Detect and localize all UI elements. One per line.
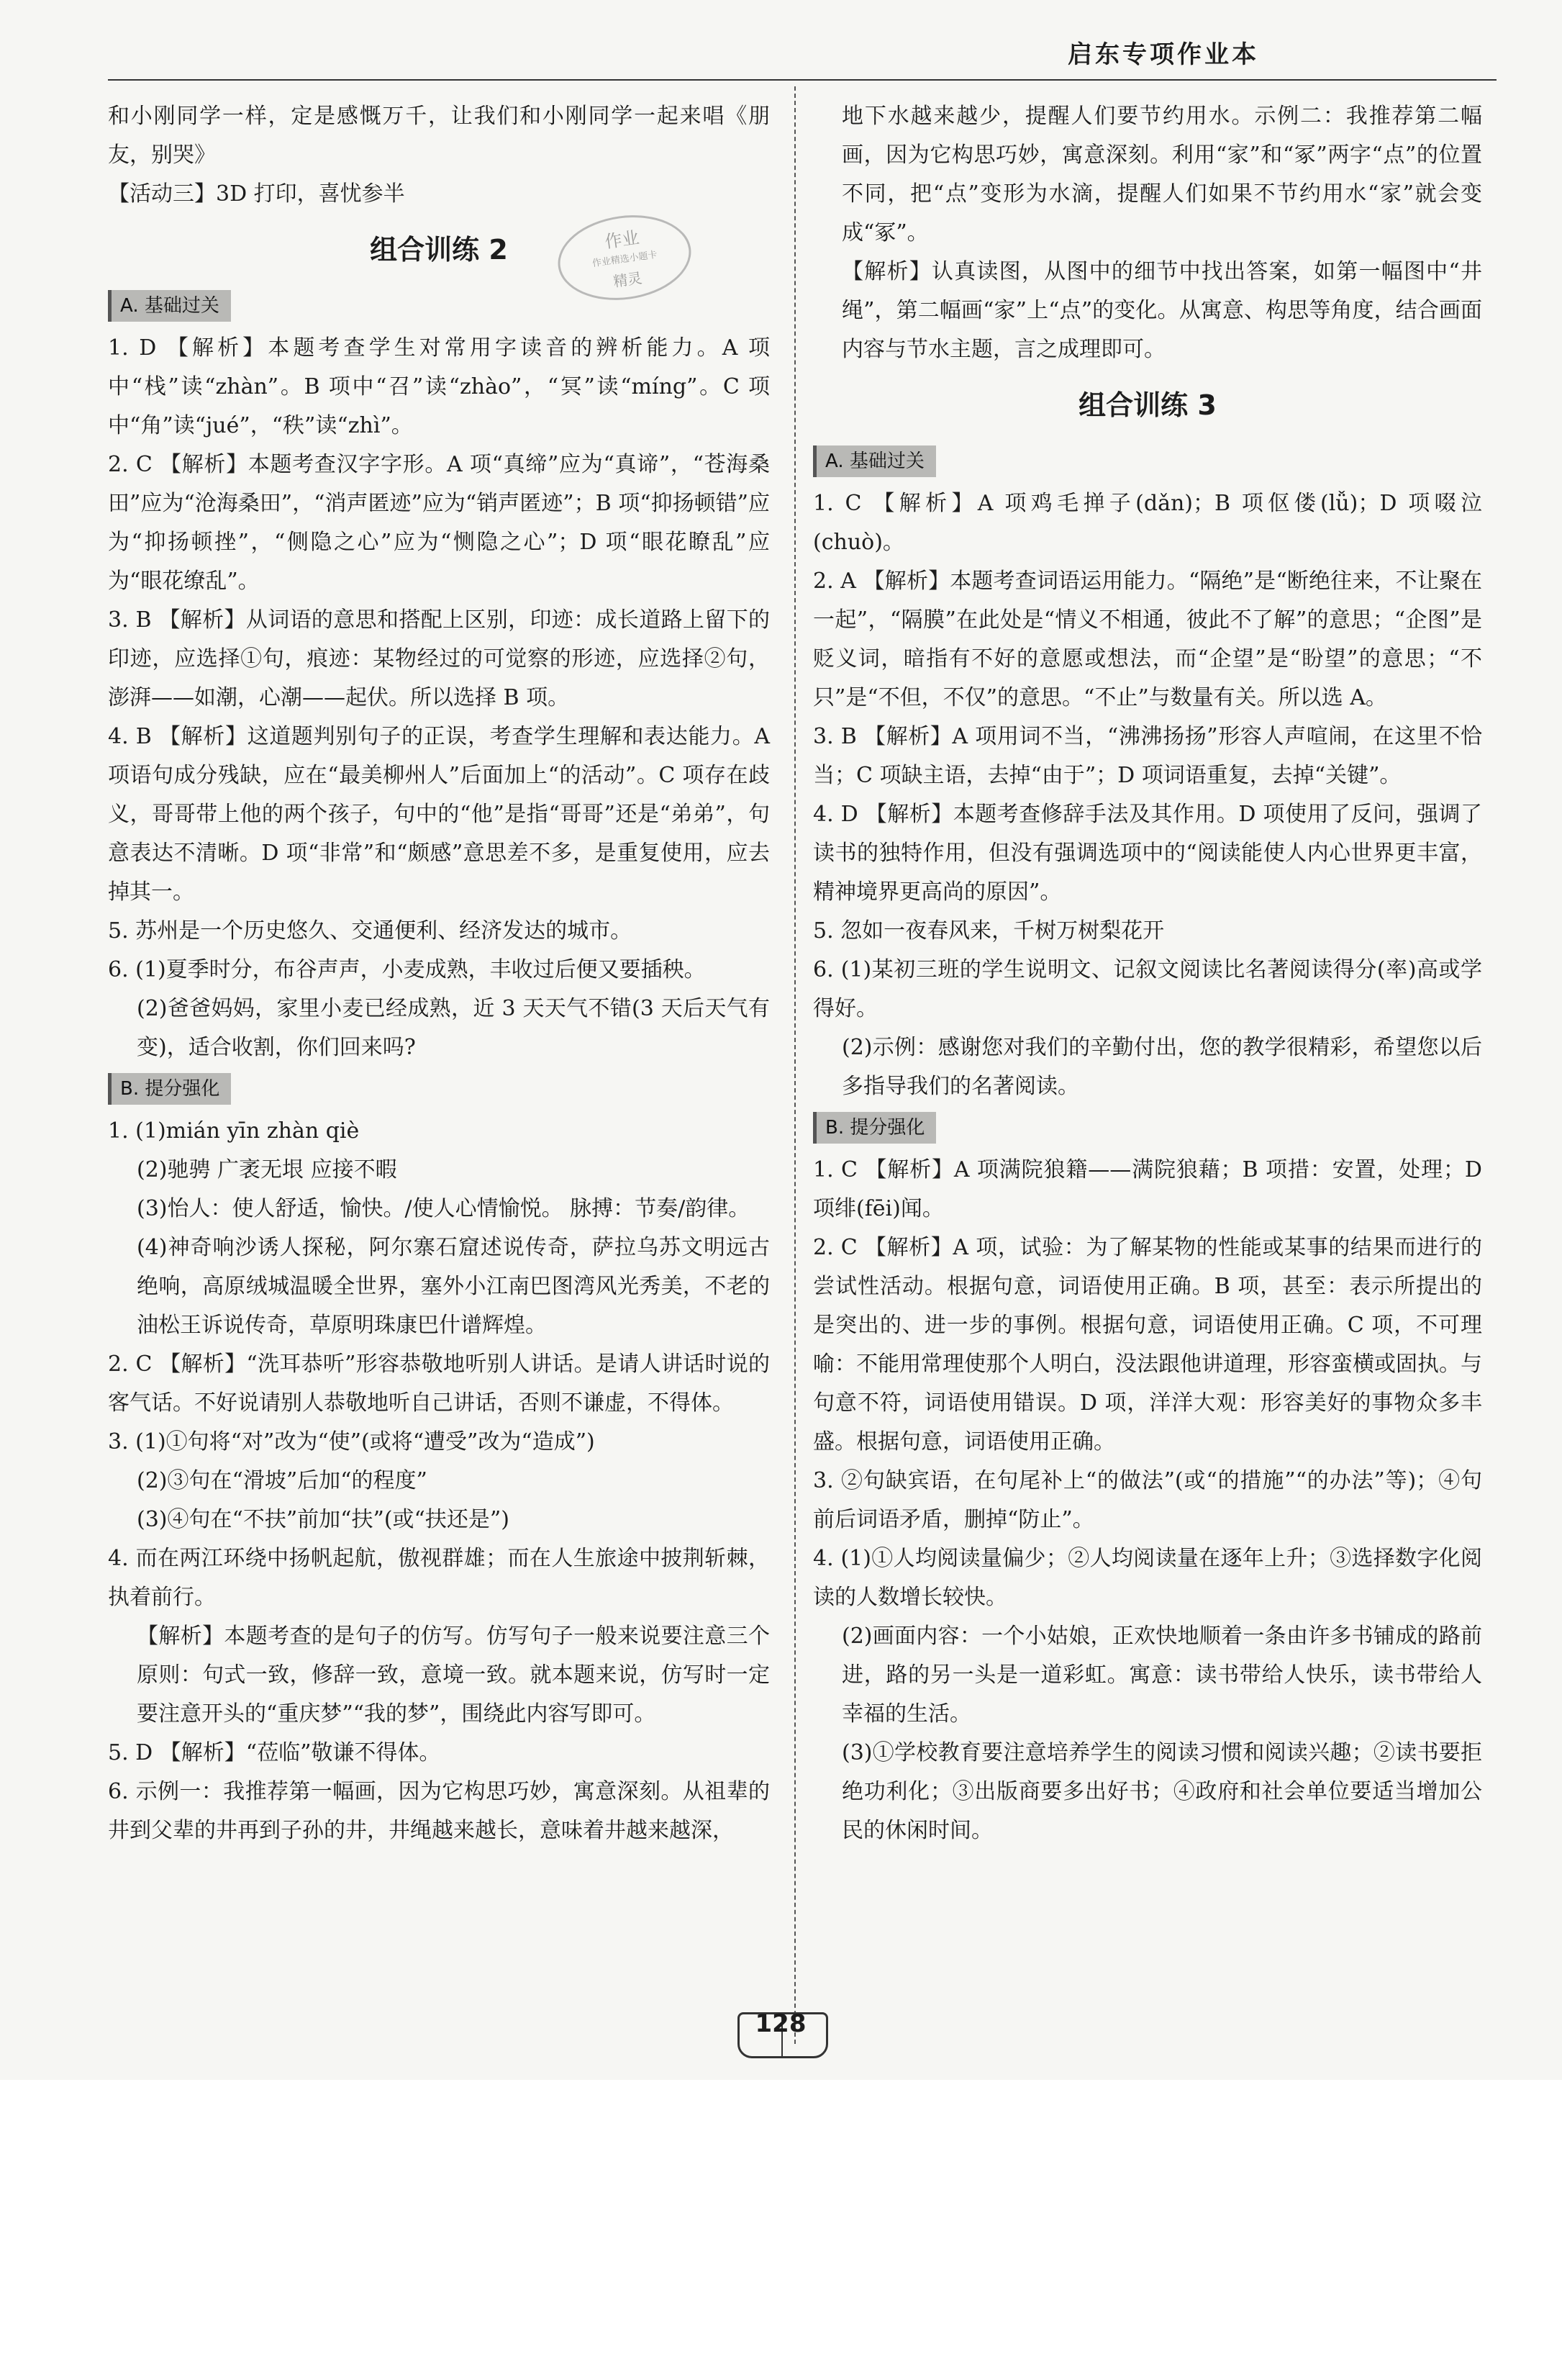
answer-item: (2)③句在“滑坡”后加“的程度”: [137, 1468, 427, 1493]
answer-item: 1. C 【解析】A 项鸡毛掸子(dǎn)；B 项伛偻(lǚ)；D 项啜泣(chuò)。: [813, 491, 1482, 555]
answer-item: 1. (1)mián yīn zhàn qiè: [108, 1118, 360, 1144]
paragraph: 【解析】认真读图，从图中的细节中找出答案，如第一幅图中“井绳”，第二幅画“家”上“点”的变化。从寓意、构思等角度，结合画面内容与节水主题，言之成理即可。: [842, 259, 1482, 362]
answer-item: 5. 苏州是一个历史悠久、交通便利、经济发达的城市。: [108, 918, 632, 944]
section-tag: A. 基础过关: [108, 290, 231, 322]
answer-item: 3. B 【解析】A 项用词不当，“沸沸扬扬”形容人声喧闹，在这里不恰当；C 项缺主语，去掉“由于”；D 项词语重复，去掉“关键”。: [813, 724, 1482, 788]
section-tag: B. 提分强化: [108, 1073, 231, 1105]
answer-item: 2. C 【解析】“洗耳恭听”形容恭敬地听别人讲话。是请人讲话时说的客气话。不好说请别人恭敬地听自己讲话，否则不谦虚，不得体。: [108, 1352, 770, 1416]
answer-item: 3. ②句缺宾语，在句尾补上“的做法”(或“的措施”“的办法”等)；④句前后词语矛盾，删掉“防止”。: [813, 1468, 1482, 1532]
stamp-text-3: 精灵: [612, 269, 643, 291]
answer-item: (4)神奇响沙诱人探秘，阿尔寨石窟述说传奇，萨拉乌苏文明远古绝响，高原绒城温暖全世界，塞外小江南巴图湾风光秀美，不老的油松王诉说传奇，草原明珠康巴什谱辉煌。: [137, 1235, 770, 1338]
stamp-text-2: 作业精选小题卡: [591, 249, 658, 270]
right-column: [813, 97, 1482, 1850]
answer-item: 5. D 【解析】“莅临”敬谦不得体。: [108, 1740, 441, 1765]
answer-item: (2)爸爸妈妈，家里小麦已经成熟，近 3 天天气不错(3 天后天气有变)，适合收割，你们回来吗?: [137, 996, 770, 1060]
answer-item: 4. (1)①人均阅读量偏少；②人均阅读量在逐年上升；③选择数字化阅读的人数增长较快。: [813, 1546, 1482, 1610]
answer-item: (3)怡人：使人舒适，愉快。/使人心情愉悦。 脉搏：节奏/韵律。: [137, 1196, 750, 1221]
answer-item: 5. 忽如一夜春风来，千树万树梨花开: [813, 918, 1165, 944]
answer-item: 2. C 【解析】A 项，试验：为了解某物的性能或某事的结果而进行的尝试性活动。根据句意，词语使用正确。B 项，甚至：表示所提出的是突出的、进一步的事例。根据句意，词语使用正确。C 项，不可理喻：不能用常理使那个人明白，没法跟他讲道理，形容蛮横或固执。与句意不符，词语使用错误。D 项，洋洋大观：形容美好的事物众多丰盛。根据句意，词语使用正确。: [813, 1235, 1482, 1454]
answer-item: 2. C 【解析】本题考查汉字字形。A 项“真缔”应为“真谛”，“苍海桑田”应为“沧海桑田”，“消声匿迹”应为“销声匿迹”；B 项“抑扬顿错”应为“抑扬顿挫”，“侧隐之心”应为“恻隐之心”；D 项“眼花瞭乱”应为“眼花缭乱”。: [108, 452, 770, 594]
answer-item: (2)示例：感谢您对我们的辛勤付出，您的教学很精彩，希望您以后多指导我们的名著阅读。: [842, 1035, 1482, 1099]
section-title: 组合训练 2: [370, 234, 508, 266]
answer-item: 2. A 【解析】本题考查词语运用能力。“隔绝”是“断绝往来，不让聚在一起”，“隔膜”在此处是“情义不相通，彼此不了解”的意思；“企图”是贬义词，暗指有不好的意愿或想法，而“企望”是“盼望”的意思；“不只”是“不但，不仅”的意思。“不止”与数量有关。所以选 A。: [813, 569, 1482, 710]
answer-item: (2)画面内容：一个小姑娘，正欢快地顺着一条由许多书铺成的路前进，路的另一头是一道彩虹。寓意：读书带给人快乐，读书带给人幸福的生活。: [842, 1624, 1482, 1727]
section-tag: B. 提分强化: [813, 1112, 936, 1144]
answer-item: 3. B 【解析】从词语的意思和搭配上区别，印迹：成长道路上留下的印迹，应选择①句，痕迹：某物经过的可觉察的形迹，应选择②句，澎湃——如潮，心潮——起伏。所以选择 B 项。: [108, 607, 770, 710]
section-tag: A. 基础过关: [813, 445, 936, 477]
answer-item: 【解析】本题考查的是句子的仿写。仿写句子一般来说要注意三个原则：句式一致，修辞一致，意境一致。就本题来说，仿写时一定要注意开头的“重庆梦”“我的梦”，围绕此内容写即可。: [137, 1624, 770, 1727]
answer-item: (3)④句在“不扶”前加“扶”(或“扶还是”): [137, 1507, 509, 1532]
answer-item: 3. (1)①句将“对”改为“使”(或将“遭受”改为“造成”): [108, 1429, 595, 1454]
answer-item: 4. B 【解析】这道题判别句子的正误，考查学生理解和表达能力。A 项语句成分残缺，应在“最美柳州人”后面加上“的活动”。C 项存在歧义，哥哥带上他的两个孩子，句中的“他”是指“哥哥”还是“弟弟”，句意表达不清晰。D 项“非常”和“颇感”意思差不多，是重复使用，应去掉其一。: [108, 724, 770, 905]
paragraph: 和小刚同学一样，定是感慨万千，让我们和小刚同学一起来唱《朋友，别哭》: [108, 104, 770, 168]
page-number: 128: [755, 2009, 807, 2038]
answer-item: 6. (1)某初三班的学生说明文、记叙文阅读比名著阅读得分(率)高或学得好。: [813, 957, 1482, 1021]
column-divider: [794, 86, 796, 2044]
answer-item: 1. D 【解析】本题考查学生对常用字读音的辨析能力。A 项中“栈”读“zhàn”。B 项中“召”读“zhào”，“冥”读“míng”。C 项中“角”读“jué”，“秩”读“zhì”。: [108, 335, 770, 438]
answer-item: 4. D 【解析】本题考查修辞手法及其作用。D 项使用了反问，强调了读书的独特作用，但没有强调选项中的“阅读能使人内心世界更丰富，精神境界更高尚的原因”。: [813, 802, 1482, 905]
answer-item: (3)①学校教育要注意培养学生的阅读习惯和阅读兴趣；②读书要拒绝功利化；③出版商要多出好书；④政府和社会单位要适当增加公民的休闲时间。: [842, 1740, 1482, 1843]
answer-item: 6. (1)夏季时分，布谷声声，小麦成熟，丰收过后便又要插秧。: [108, 957, 706, 982]
header-title: 启东专项作业本: [1068, 40, 1259, 69]
section-title: 组合训练 3: [1079, 389, 1217, 421]
paragraph: 【活动三】3D 打印，喜忧参半: [108, 181, 405, 207]
paragraph: 地下水越来越少，提醒人们要节约用水。示例二：我推荐第二幅画，因为它构思巧妙，寓意深刻。利用“家”和“冢”两字“点”的位置不同，把“点”变形为水滴，提醒人们如果不节约用水“家”就会变成“冢”。: [842, 104, 1482, 245]
answer-item: (2)驰骋 广袤无垠 应接不暇: [137, 1157, 397, 1182]
answer-item: 4. 而在两江环绕中扬帆起航，傲视群雄；而在人生旅途中披荆斩棘，执着前行。: [108, 1546, 770, 1610]
page-footer: [730, 2008, 831, 2058]
answer-item: 6. 示例一：我推荐第一幅画，因为它构思巧妙，寓意深刻。从祖辈的井到父辈的井再到子孙的井，井绳越来越长，意味着井越来越深，: [108, 1779, 770, 1843]
page-header: [108, 22, 1497, 81]
stamp-text-1: 作业: [603, 227, 641, 253]
answer-item: 1. C 【解析】A 项满院狼籍——满院狼藉；B 项措：安置，处理；D 项绯(fēi)闻。: [813, 1157, 1482, 1221]
left-column: [108, 97, 770, 1850]
